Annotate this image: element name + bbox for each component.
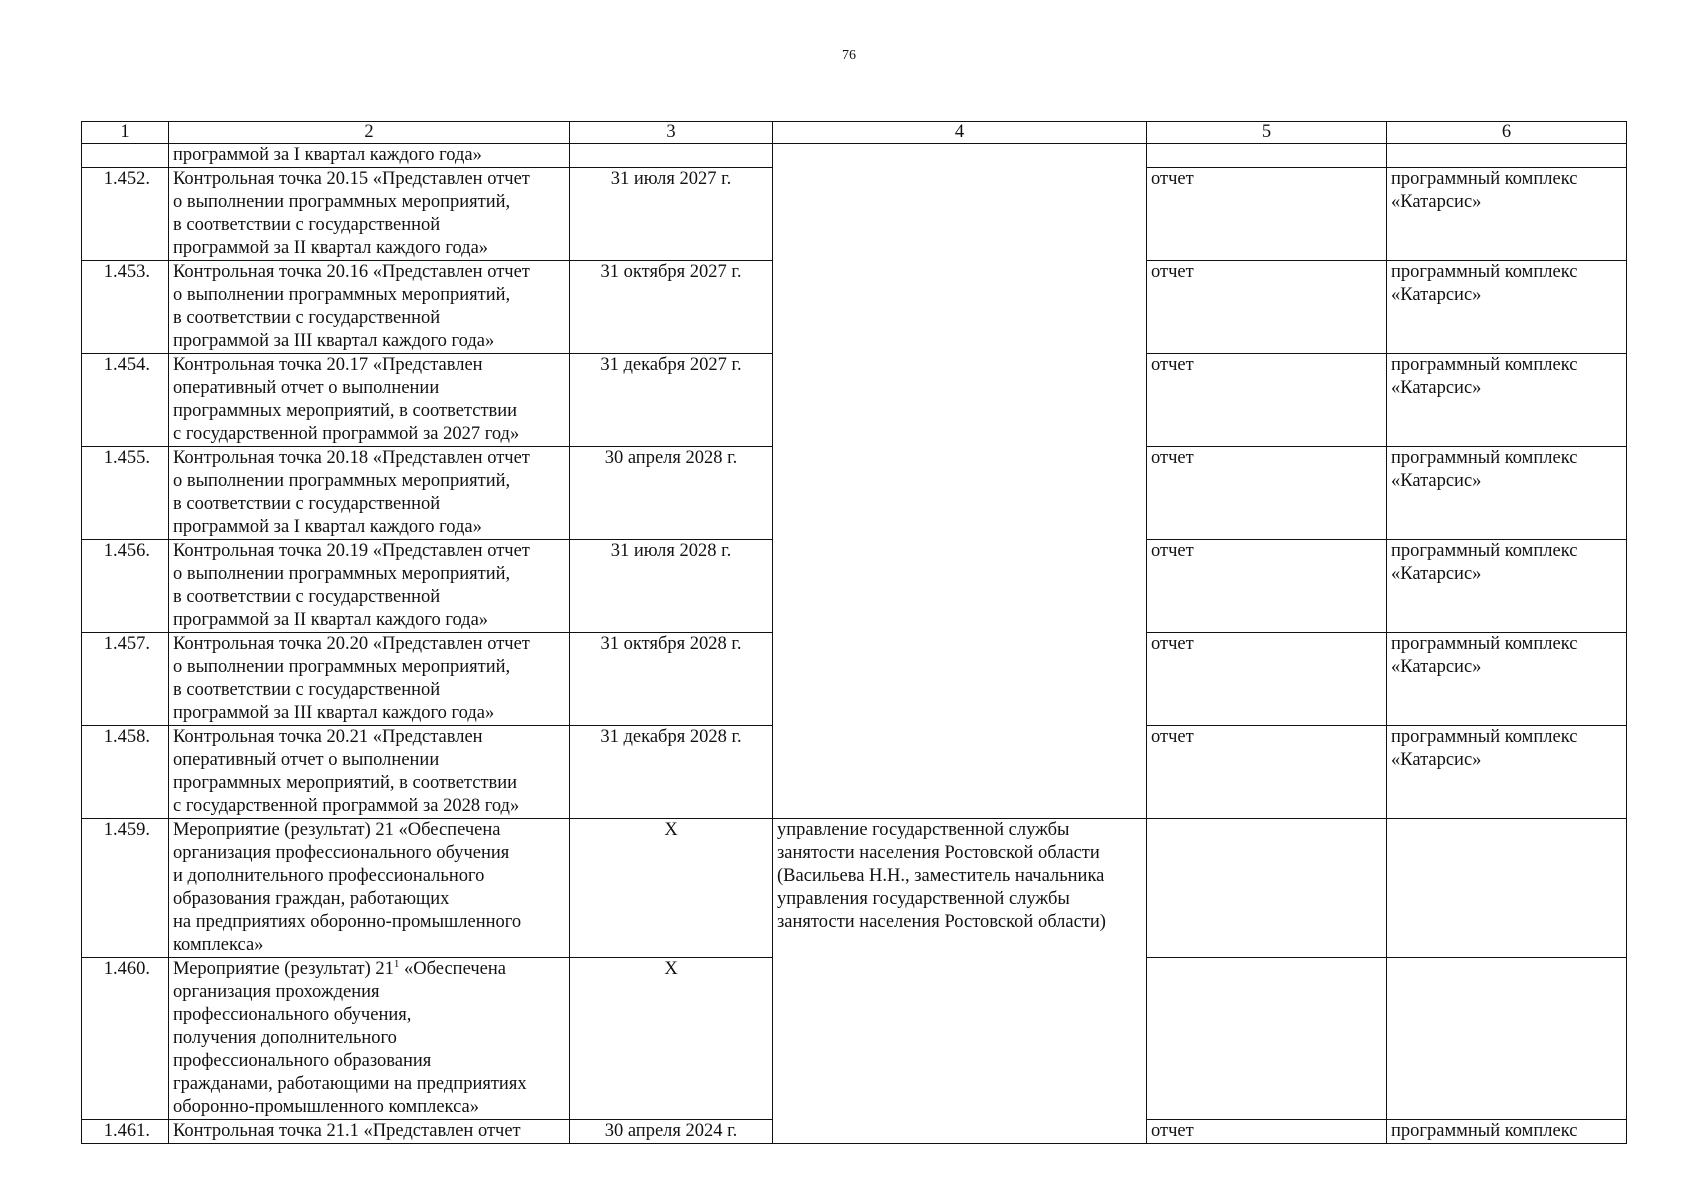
row-doc-cell <box>1147 144 1387 168</box>
column-header: 5 <box>1147 122 1387 144</box>
row-number-cell: 1.457. <box>82 633 169 726</box>
row-doc-cell <box>1147 819 1387 958</box>
column-header-row <box>82 122 1627 144</box>
row-text-cell: программой за I квартал каждого года» <box>169 144 570 168</box>
row-date-cell: 31 декабря 2028 г. <box>570 726 773 819</box>
row-date-cell: Х <box>570 958 773 1120</box>
row-text-cell: Контрольная точка 20.16 «Представлен отчет о выполнении программных мероприятий, в соответствии с государственной программой за III квартал каждого года» <box>169 261 570 354</box>
row-date-cell: 31 октября 2027 г. <box>570 261 773 354</box>
row-doc-cell: отчет <box>1147 633 1387 726</box>
row-number-cell: 1.460. <box>82 958 169 1120</box>
row-text-cell: Контрольная точка 21.1 «Представлен отчет <box>169 1120 570 1144</box>
row-system-cell: программный комплекс «Катарсис» <box>1387 447 1627 540</box>
responsible-merged-cell-top <box>773 144 1147 819</box>
row-date-cell: 30 апреля 2028 г. <box>570 447 773 540</box>
row-system-cell: программный комплекс «Катарсис» <box>1387 633 1627 726</box>
row-system-cell: программный комплекс «Катарсис» <box>1387 168 1627 261</box>
row-date-cell: 30 апреля 2024 г. <box>570 1120 773 1144</box>
column-header: 6 <box>1387 122 1627 144</box>
row-doc-cell: отчет <box>1147 1120 1387 1144</box>
row-text-cell: Контрольная точка 20.18 «Представлен отчет о выполнении программных мероприятий, в соответствии с государственной программой за I квартал каждого года» <box>169 447 570 540</box>
column-header: 3 <box>570 122 773 144</box>
row-system-cell <box>1387 958 1627 1120</box>
row-doc-cell: отчет <box>1147 540 1387 633</box>
row-date-cell: 31 декабря 2027 г. <box>570 354 773 447</box>
row-doc-cell: отчет <box>1147 168 1387 261</box>
row-date-cell: Х <box>570 819 773 958</box>
row-doc-cell: отчет <box>1147 261 1387 354</box>
row-text-cell: Контрольная точка 20.21 «Представлен оперативный отчет о выполнении программных мероприятий, в соответствии с государственной программой за 2028 год» <box>169 726 570 819</box>
row-number-cell: 1.458. <box>82 726 169 819</box>
row-text-cell: Мероприятие (результат) 21 «Обеспечена организация профессионального обучения и дополнительного профессионального образования граждан, работающих на предприятиях оборонно-промышленного комплекса» <box>169 819 570 958</box>
row-text-cell: Контрольная точка 20.15 «Представлен отчет о выполнении программных мероприятий, в соответствии с государственной программой за II квартал каждого года» <box>169 168 570 261</box>
row-number-cell: 1.452. <box>82 168 169 261</box>
column-header: 4 <box>773 122 1147 144</box>
row-text-cell <box>169 958 570 1120</box>
row-system-cell: программный комплекс «Катарсис» <box>1387 354 1627 447</box>
row-doc-cell <box>1147 958 1387 1120</box>
row-system-cell: программный комплекс «Катарсис» <box>1387 261 1627 354</box>
row-number-cell: 1.456. <box>82 540 169 633</box>
superscript: 1 <box>393 957 400 970</box>
row-system-cell: программный комплекс «Катарсис» <box>1387 540 1627 633</box>
column-header: 1 <box>82 122 169 144</box>
row-system-cell <box>1387 819 1627 958</box>
row-date-cell: 31 июля 2028 г. <box>570 540 773 633</box>
page-number: 76 <box>842 48 856 63</box>
row-number-cell: 1.461. <box>82 1120 169 1144</box>
row-system-cell: программный комплекс «Катарсис» <box>1387 726 1627 819</box>
row-system-cell: программный комплекс <box>1387 1120 1627 1144</box>
row-number-cell: 1.459. <box>82 819 169 958</box>
row-number-cell: 1.454. <box>82 354 169 447</box>
row-text-start: Мероприятие (результат) 21 <box>173 959 394 979</box>
row-doc-cell: отчет <box>1147 354 1387 447</box>
row-date-cell: 31 октября 2028 г. <box>570 633 773 726</box>
table-row-1459 <box>82 819 1627 958</box>
row-system-cell <box>1387 144 1627 168</box>
row-number-cell: 1.453. <box>82 261 169 354</box>
row-doc-cell: отчет <box>1147 447 1387 540</box>
row-text-cell: Контрольная точка 20.19 «Представлен отчет о выполнении программных мероприятий, в соответствии с государственной программой за II квартал каждого года» <box>169 540 570 633</box>
row-number-cell <box>82 144 169 168</box>
row-text-cell: Контрольная точка 20.20 «Представлен отчет о выполнении программных мероприятий, в соответствии с государственной программой за III квартал каждого года» <box>169 633 570 726</box>
row-doc-cell: отчет <box>1147 726 1387 819</box>
column-header: 2 <box>169 122 570 144</box>
row-text-rest: «Обеспечена организация прохождения профессионального обучения, получения дополнительного профессионального образования гражданами, работающими на предприятиях оборонно-промышленного комплекса» <box>173 959 527 1117</box>
row-date-cell <box>570 144 773 168</box>
responsible-cell: управление государственной службы занятости населения Ростовской области (Васильева Н.Н., заместитель начальника управления государственной службы занятости населения Ростовской области) <box>773 819 1147 1144</box>
row-number-cell: 1.455. <box>82 447 169 540</box>
row-date-cell: 31 июля 2027 г. <box>570 168 773 261</box>
document-table <box>81 121 1627 1144</box>
table-row-continuation <box>82 144 1627 168</box>
row-text-cell: Контрольная точка 20.17 «Представлен оперативный отчет о выполнении программных мероприятий, в соответствии с государственной программой за 2027 год» <box>169 354 570 447</box>
